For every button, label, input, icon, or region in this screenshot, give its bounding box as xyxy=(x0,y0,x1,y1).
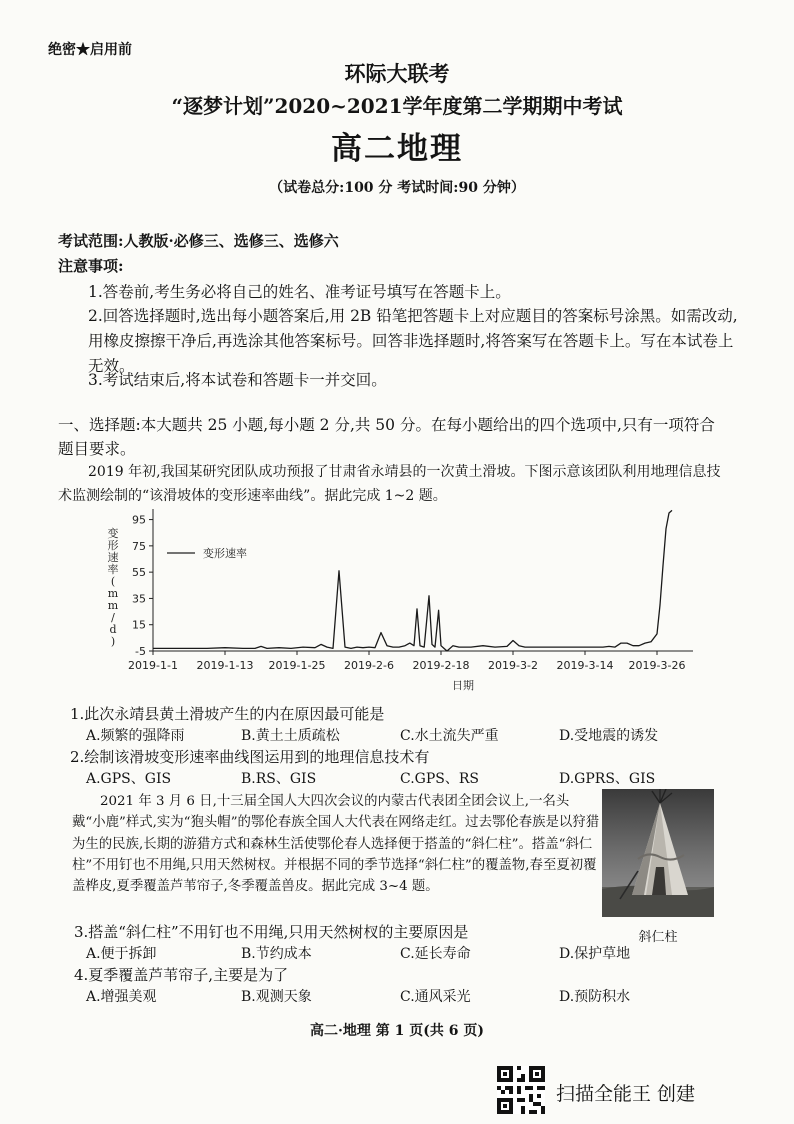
question-4-stem: 4.夏季覆盖芦苇帘子,主要是为了 xyxy=(74,966,289,984)
x-tick-label: 2019-2-6 xyxy=(344,659,394,672)
x-tick-label: 2019-3-26 xyxy=(628,659,686,672)
exam-name-title: “逐梦计划”2020~2021学年度第二学期期中考试 xyxy=(171,94,623,118)
y-axis-title-char: ) xyxy=(110,635,116,648)
legend-label: 变形速率 xyxy=(203,547,247,560)
y-tick-label: 15 xyxy=(132,618,146,632)
notice-item: 1.答卷前,考生务必将自己的姓名、准考证号填写在答题卡上。 xyxy=(88,283,511,301)
y-axis-title-char: 速 xyxy=(107,551,119,564)
question-1-option-a: A.频繁的强降雨 xyxy=(86,728,185,744)
confidential-mark: 绝密★启用前 xyxy=(48,42,132,58)
question-4-option-b: B.观测天象 xyxy=(241,989,312,1005)
x-tick-label: 2019-1-1 xyxy=(128,659,178,672)
question-2-option-a: A.GPS、GIS xyxy=(86,771,172,787)
question-1-option-d: D.受地震的诱发 xyxy=(559,728,659,744)
exam-group-title: 环际大联考 xyxy=(344,61,450,86)
question-1-option-c: C.水土流失严重 xyxy=(400,728,499,744)
question-2-option-b: B.RS、GIS xyxy=(241,771,317,787)
y-axis-title-char: m xyxy=(107,587,119,600)
y-tick-label: 75 xyxy=(132,539,146,553)
y-axis-title-char: 形 xyxy=(107,539,119,552)
question-3-option-c: C.延长寿命 xyxy=(400,946,471,962)
page-footer: 高二·地理 第 1 页(共 6 页) xyxy=(310,1023,484,1039)
y-tick-label: -5 xyxy=(135,645,146,658)
exam-meta: （试卷总分:100 分 考试时间:90 分钟） xyxy=(269,180,525,196)
y-tick-label: 95 xyxy=(132,513,146,527)
y-axis-title-char: 率 xyxy=(107,563,119,576)
x-tick-label: 2019-3-14 xyxy=(556,659,614,672)
x-tick-label: 2019-1-13 xyxy=(196,659,254,672)
notice-heading: 注意事项: xyxy=(58,257,124,275)
question-stem-1-2: 2019 年初,我国某研究团队成功预报了甘肃省永靖县的一次黄土滑坡。下图示意该团队利用地理信息技术监测绘制的“该滑坡体的变形速率曲线”。据此完成 1~2 题。 xyxy=(58,464,721,504)
y-axis-title-char: m xyxy=(107,599,119,612)
y-axis-title-char: / xyxy=(111,611,115,624)
notice-item: 2.回答选择题时,选出每小题答案后,用 2B 铅笔把答题卡上对应题目的答案标号涂黑。如需改动,用橡皮擦擦干净后,再选涂其他答案标号。回答非选择题时,将答案写在答题卡上。写在本试卷上无效。 xyxy=(88,307,738,375)
x-tick-label: 2019-1-25 xyxy=(268,659,326,672)
x-axis-title: 日期 xyxy=(452,679,474,692)
question-3-option-b: B.节约成本 xyxy=(241,946,312,962)
question-2-stem: 2.绘制该滑坡变形速率曲线图运用到的地理信息技术有 xyxy=(70,748,430,766)
question-stem-3-4: 2021 年 3 月 6 日,十三届全国人大四次会议的内蒙古代表团全团会议上,一名头戴“小鹿”样式,实为“狍头帽”的鄂伦春族全国人大代表在网络走红。过去鄂伦春族是以狩猎为生的民族,长期的游猎方式和森林生活使鄂伦春人选择便于搭盖的“斜仁柱”。搭盖“斜仁柱”不用钉也不用绳,只用天然树杈。并根据不同的季节选择“斜仁柱”的覆盖物,春至夏初覆盖桦皮,夏季覆盖芦苇帘子,冬季覆盖兽皮。据此完成 3~4 题。 xyxy=(72,794,600,895)
qr-code-icon xyxy=(497,1066,545,1114)
y-axis-title-char: 变 xyxy=(107,527,119,540)
question-3-option-d: D.保护草地 xyxy=(559,946,631,962)
question-4-option-d: D.预防积水 xyxy=(559,989,631,1005)
y-tick-label: 35 xyxy=(132,592,146,606)
y-tick-label: 55 xyxy=(132,566,146,580)
question-1-stem: 1.此次永靖县黄土滑坡产生的内在原因最可能是 xyxy=(70,705,385,723)
photo-caption: 斜仁柱 xyxy=(638,930,678,945)
series-line-deformation-rate xyxy=(153,510,672,651)
y-axis-title-char: ( xyxy=(110,575,116,588)
exam-scope: 考试范围:人教版·必修三、选修三、选修六 xyxy=(58,232,339,250)
y-axis-title-char: d xyxy=(109,623,117,636)
question-3-stem: 3.搭盖“斜仁柱”不用钉也不用绳,只用天然树杈的主要原因是 xyxy=(74,923,469,941)
subject-title: 高二地理 xyxy=(331,131,463,167)
question-2-option-c: C.GPS、RS xyxy=(400,771,479,787)
question-1-option-b: B.黄土土质疏松 xyxy=(241,728,340,744)
scanner-watermark: 扫描全能王 创建 xyxy=(556,1083,696,1105)
question-4-option-c: C.通风采光 xyxy=(400,989,471,1005)
deformation-rate-chart xyxy=(95,503,715,698)
question-2-option-d: D.GPRS、GIS xyxy=(559,771,656,787)
question-3-option-a: A.便于拆卸 xyxy=(86,946,157,962)
xierenzhu-photo xyxy=(602,789,714,917)
x-tick-label: 2019-3-2 xyxy=(488,659,538,672)
x-tick-label: 2019-2-18 xyxy=(412,659,470,672)
notice-item-wrap xyxy=(88,295,738,375)
question-4-option-a: A.增强美观 xyxy=(86,989,157,1005)
notice-item: 3.考试结束后,将本试卷和答题卡一并交回。 xyxy=(88,371,387,389)
section-intro: 一、选择题:本大题共 25 小题,每小题 2 分,共 50 分。在每小题给出的四个选项中,只有一项符合题目要求。 xyxy=(58,416,715,458)
